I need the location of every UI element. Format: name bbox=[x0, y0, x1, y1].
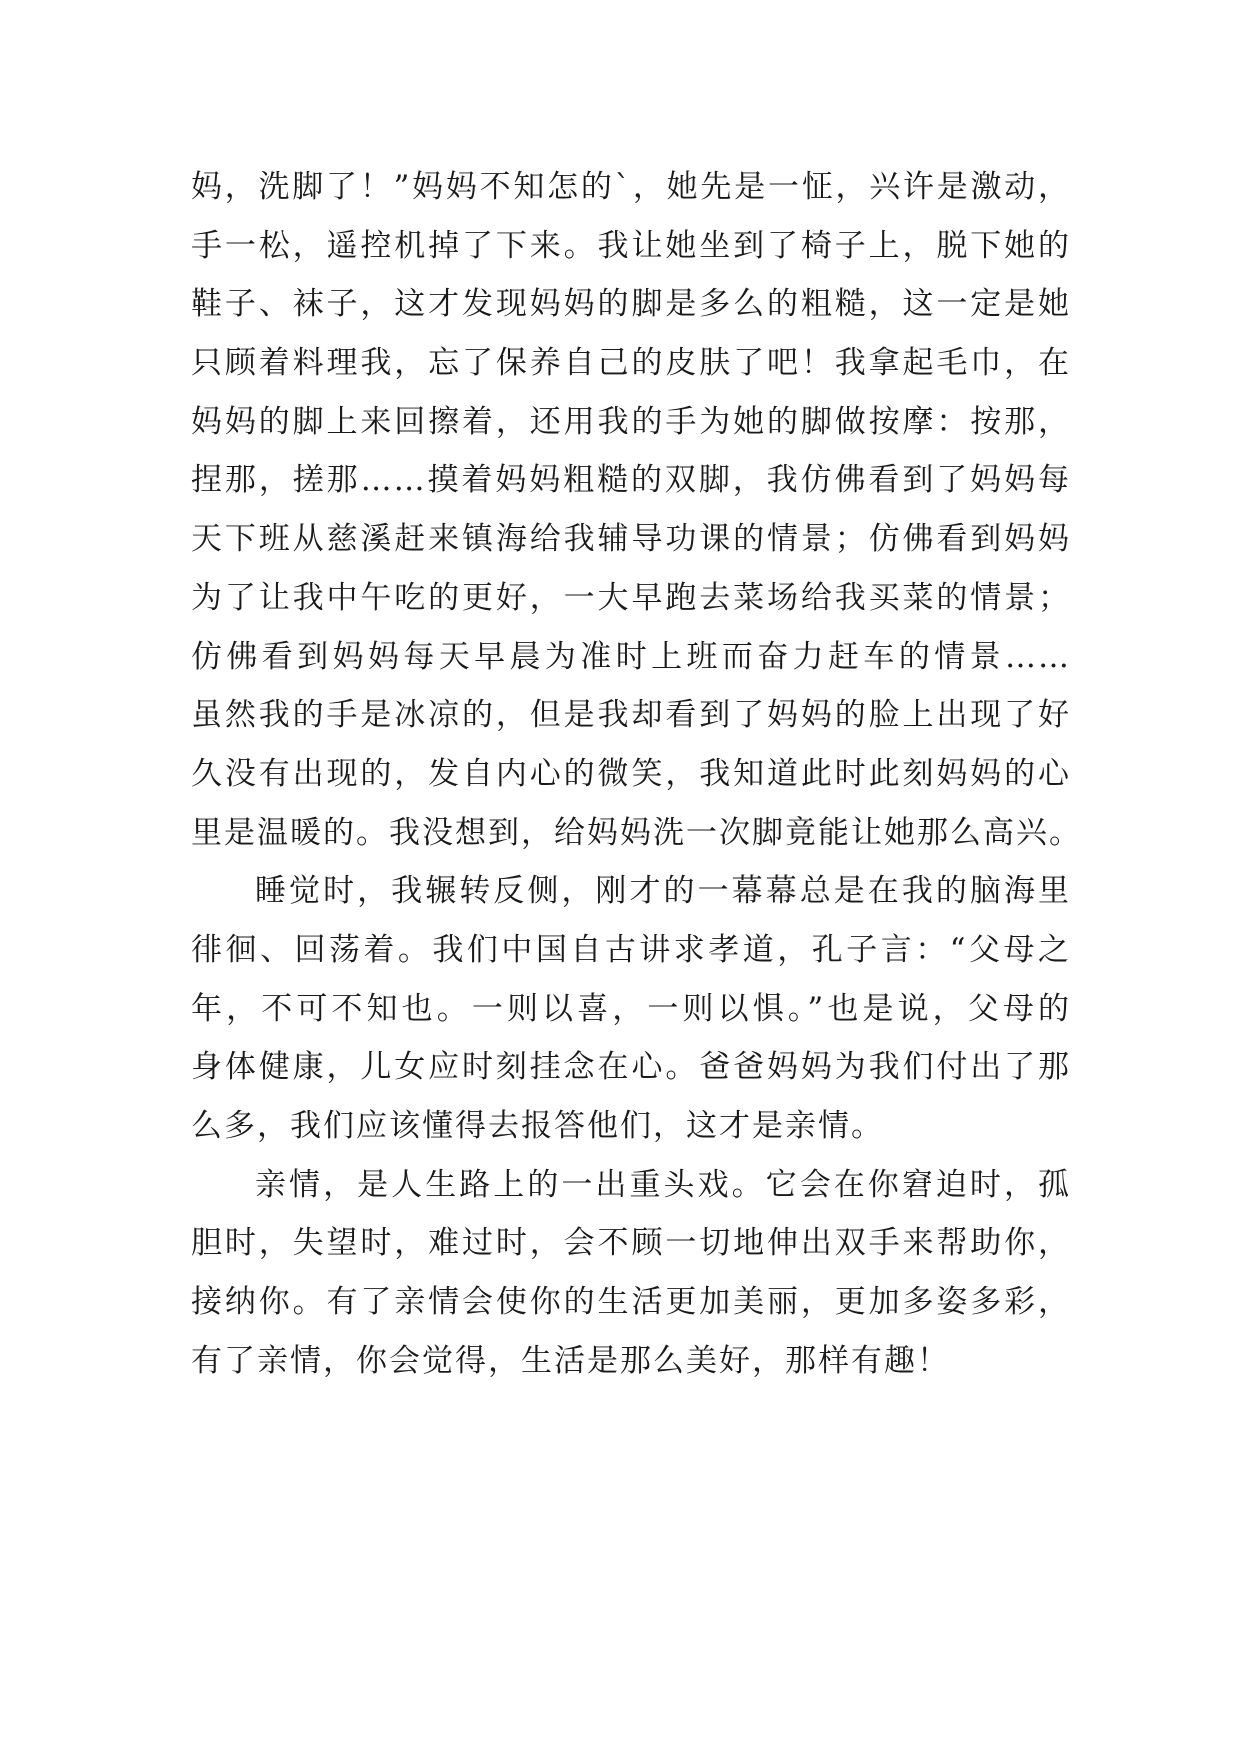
text-line: 接纳你。有了亲情会使你的生活更加美丽，更加多姿多彩， bbox=[191, 1284, 1071, 1321]
text-line: 么多，我们应该懂得去报答他们，这才是亲情。 bbox=[191, 1108, 884, 1144]
paragraph-3 bbox=[191, 1156, 1071, 1391]
text-line: 妈，洗脚了！”妈妈不知怎的`，她先是一怔，兴许是激动， bbox=[191, 169, 1071, 205]
text-line: 身体健康，儿女应时刻挂念在心。爸爸妈妈为我们付出了那 bbox=[191, 1049, 1071, 1086]
text-line: 捏那，搓那……摸着妈妈粗糙的双脚，我仿佛看到了妈妈每 bbox=[191, 462, 1071, 499]
text-line: 有了亲情，你会觉得，生活是那么美好，那样有趣！ bbox=[191, 1342, 950, 1379]
text-line: 天下班从慈溪赶来镇海给我辅导功课的情景；仿佛看到妈妈 bbox=[191, 521, 1071, 558]
text-line: 睡觉时，我辗转反侧，刚才的一幕幕总是在我的脑海里 bbox=[255, 873, 1071, 910]
text-line: 久没有出现的，发自内心的微笑，我知道此时此刻妈妈的心 bbox=[191, 755, 1071, 792]
text-line: 虽然我的手是冰凉的，但是我却看到了妈妈的脸上出现了好 bbox=[191, 697, 1071, 734]
text-line: 里是温暖的。我没想到，给妈妈洗一次脚竟能让她那么高兴。 bbox=[191, 814, 1082, 851]
text-line: 手一松，遥控机掉了下来。我让她坐到了椅子上，脱下她的 bbox=[191, 227, 1071, 264]
text-line: 年，不可不知也。一则以喜，一则以惧。”也是说，父母的 bbox=[191, 990, 1071, 1027]
paragraph-1 bbox=[191, 158, 1082, 862]
text-line: 妈妈的脚上来回擦着，还用我的手为她的脚做按摩：按那， bbox=[191, 403, 1071, 440]
text-line: 为了让我中午吃的更好，一大早跑去菜场给我买菜的情景； bbox=[191, 579, 1071, 616]
text-line: 只顾着料理我，忘了保养自己的皮肤了吧！我拿起毛巾，在 bbox=[191, 345, 1071, 382]
text-line: 亲情，是人生路上的一出重头戏。它会在你窘迫时，孤 bbox=[255, 1166, 1071, 1203]
text-line: 仿佛看到妈妈每天早晨为准时上班而奋力赶车的情景…… bbox=[191, 638, 1071, 675]
paragraph-2 bbox=[191, 862, 1071, 1155]
text-line: 徘徊、回荡着。我们中国自古讲求孝道，孔子言：“父母之 bbox=[191, 931, 1071, 968]
essay-body bbox=[191, 158, 1082, 1390]
text-line: 胆时，失望时，难过时，会不顾一切地伸出双手来帮助你， bbox=[191, 1225, 1071, 1262]
text-line: 鞋子、袜子，这才发现妈妈的脚是多么的粗糙，这一定是她 bbox=[191, 286, 1071, 323]
